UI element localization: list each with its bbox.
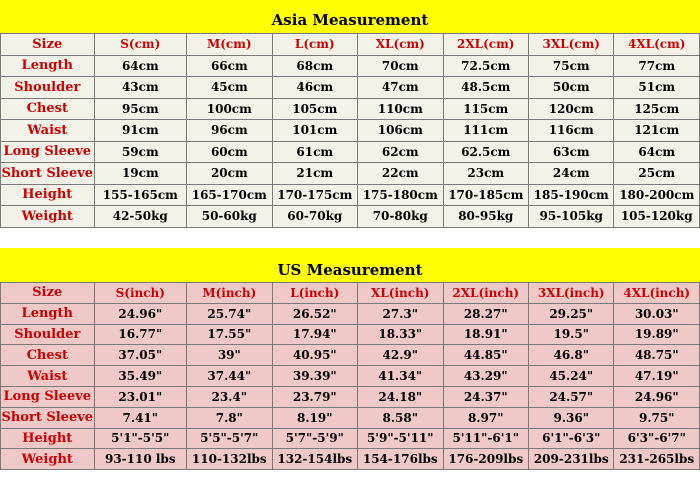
measurement-value: 101cm [272,120,357,142]
measurement-label: Long Sleeve [1,386,95,407]
measurement-label: Weight [1,449,95,470]
table-header-row [1,283,700,304]
table-row [1,303,700,324]
measurement-value: 27.3" [358,303,443,324]
measurement-value: 39.39" [272,366,357,387]
table-row [1,366,700,387]
table-row [1,449,700,470]
measurement-label: Chest [1,98,95,120]
measurement-value: 18.91" [443,324,528,345]
measurement-value: 100cm [187,98,272,120]
us-measurement-table [0,282,700,470]
size-column-header-4: XL(inch) [358,283,443,304]
measurement-value: 95-105kg [528,206,613,228]
measurement-value: 19cm [94,163,187,185]
measurement-value: 42.9" [358,345,443,366]
measurement-value: 5'11"-6'1" [443,428,528,449]
asia-measurement-title: Asia Measurement [0,0,700,33]
size-column-header-3: L(cm) [272,34,357,56]
measurement-value: 70cm [358,55,443,77]
measurement-value: 24.37" [443,386,528,407]
measurement-value: 115cm [443,98,528,120]
size-column-header-5: 2XL(inch) [443,283,528,304]
table-header-row [1,34,700,56]
measurement-value: 176-209lbs [443,449,528,470]
measurement-value: 47cm [358,77,443,99]
measurement-value: 19.5" [528,324,613,345]
measurement-value: 23.79" [272,386,357,407]
measurement-label: Chest [1,345,95,366]
measurement-label: Waist [1,120,95,142]
measurement-value: 9.75" [614,407,700,428]
measurement-value: 17.94" [272,324,357,345]
measurement-value: 24.96" [614,386,700,407]
size-column-header-2: M(cm) [187,34,272,56]
table-row [1,98,700,120]
measurement-value: 24.18" [358,386,443,407]
size-column-header-6: 3XL(cm) [528,34,613,56]
table-row [1,120,700,142]
size-column-header-5: 2XL(cm) [443,34,528,56]
measurement-value: 170-175cm [272,184,357,206]
measurement-value: 209-231lbs [528,449,613,470]
measurement-value: 35.49" [94,366,187,387]
measurement-value: 96cm [187,120,272,142]
measurement-value: 111cm [443,120,528,142]
table-row [1,184,700,206]
measurement-value: 37.05" [94,345,187,366]
measurement-value: 64cm [94,55,187,77]
measurement-label: Length [1,55,95,77]
measurement-label: Long Sleeve [1,141,95,163]
measurement-value: 41.34" [358,366,443,387]
measurement-value: 61cm [272,141,357,163]
size-column-header-7: 4XL(cm) [614,34,700,56]
measurement-value: 48.75" [614,345,700,366]
measurement-value: 5'5"-5'7" [187,428,272,449]
table-row [1,324,700,345]
measurement-value: 24.57" [528,386,613,407]
measurement-value: 170-185cm [443,184,528,206]
measurement-value: 185-190cm [528,184,613,206]
measurement-value: 23.4" [187,386,272,407]
measurement-value: 8.97" [443,407,528,428]
size-column-header-7: 4XL(inch) [614,283,700,304]
measurement-value: 8.58" [358,407,443,428]
measurement-label: Weight [1,206,95,228]
measurement-value: 46.8" [528,345,613,366]
asia-measurement-table [0,33,700,228]
measurement-value: 48.5cm [443,77,528,99]
size-column-header-4: XL(cm) [358,34,443,56]
size-column-header: Size [1,34,95,56]
measurement-value: 95cm [94,98,187,120]
measurement-value: 62.5cm [443,141,528,163]
measurement-value: 44.85" [443,345,528,366]
table-row [1,345,700,366]
measurement-value: 43.29" [443,366,528,387]
size-column-header-1: S(inch) [94,283,187,304]
measurement-value: 165-170cm [187,184,272,206]
measurement-value: 24.96" [94,303,187,324]
measurement-value: 8.19" [272,407,357,428]
measurement-value: 6'1"-6'3" [528,428,613,449]
measurement-value: 46cm [272,77,357,99]
measurement-value: 77cm [614,55,700,77]
measurement-value: 37.44" [187,366,272,387]
measurement-value: 16.77" [94,324,187,345]
measurement-value: 5'9"-5'11" [358,428,443,449]
measurement-value: 60-70kg [272,206,357,228]
measurement-value: 23.01" [94,386,187,407]
measurement-value: 132-154lbs [272,449,357,470]
measurement-value: 125cm [614,98,700,120]
measurement-value: 116cm [528,120,613,142]
measurement-value: 18.33" [358,324,443,345]
table-row [1,163,700,185]
table-row [1,386,700,407]
measurement-value: 91cm [94,120,187,142]
measurement-value: 40.95" [272,345,357,366]
measurement-value: 5'7"-5'9" [272,428,357,449]
table-row [1,141,700,163]
measurement-value: 19.89" [614,324,700,345]
measurement-value: 105cm [272,98,357,120]
measurement-value: 43cm [94,77,187,99]
measurement-value: 75cm [528,55,613,77]
size-column-header-6: 3XL(inch) [528,283,613,304]
measurement-label: Shoulder [1,324,95,345]
measurement-value: 231-265lbs [614,449,700,470]
measurement-label: Length [1,303,95,324]
measurement-value: 21cm [272,163,357,185]
measurement-value: 175-180cm [358,184,443,206]
measurement-value: 110cm [358,98,443,120]
measurement-label: Short Sleeve [1,163,95,185]
measurement-value: 29.25" [528,303,613,324]
measurement-value: 23cm [443,163,528,185]
measurement-value: 7.41" [94,407,187,428]
measurement-value: 26.52" [272,303,357,324]
size-column-header-1: S(cm) [94,34,187,56]
measurement-value: 20cm [187,163,272,185]
measurement-label: Height [1,428,95,449]
measurement-value: 5'1"-5'5" [94,428,187,449]
measurement-value: 9.36" [528,407,613,428]
table-row [1,55,700,77]
measurement-value: 121cm [614,120,700,142]
measurement-value: 93-110 lbs [94,449,187,470]
measurement-value: 6'3"-6'7" [614,428,700,449]
measurement-label: Short Sleeve [1,407,95,428]
measurement-value: 45cm [187,77,272,99]
measurement-value: 7.8" [187,407,272,428]
measurement-label: Shoulder [1,77,95,99]
measurement-label: Waist [1,366,95,387]
measurement-value: 180-200cm [614,184,700,206]
measurement-value: 30.03" [614,303,700,324]
measurement-value: 62cm [358,141,443,163]
measurement-value: 154-176lbs [358,449,443,470]
measurement-value: 60cm [187,141,272,163]
measurement-value: 51cm [614,77,700,99]
measurement-value: 45.24" [528,366,613,387]
measurement-value: 25.74" [187,303,272,324]
measurement-value: 24cm [528,163,613,185]
measurement-value: 42-50kg [94,206,187,228]
measurement-value: 68cm [272,55,357,77]
measurement-value: 28.27" [443,303,528,324]
measurement-value: 70-80kg [358,206,443,228]
measurement-value: 59cm [94,141,187,163]
measurement-value: 50cm [528,77,613,99]
measurement-label: Height [1,184,95,206]
measurement-value: 106cm [358,120,443,142]
size-column-header: Size [1,283,95,304]
table-row [1,407,700,428]
measurement-value: 80-95kg [443,206,528,228]
measurement-value: 66cm [187,55,272,77]
measurement-value: 25cm [614,163,700,185]
table-row [1,206,700,228]
measurement-value: 47.19" [614,366,700,387]
measurement-value: 155-165cm [94,184,187,206]
size-column-header-3: L(inch) [272,283,357,304]
measurement-value: 17.55" [187,324,272,345]
table-row [1,428,700,449]
size-column-header-2: M(inch) [187,283,272,304]
measurement-value: 63cm [528,141,613,163]
measurement-value: 105-120kg [614,206,700,228]
measurement-value: 120cm [528,98,613,120]
measurement-value: 50-60kg [187,206,272,228]
us-measurement-title: US Measurement [0,248,700,282]
table-row [1,77,700,99]
measurement-value: 72.5cm [443,55,528,77]
measurement-value: 110-132lbs [187,449,272,470]
measurement-value: 22cm [358,163,443,185]
measurement-value: 39" [187,345,272,366]
measurement-value: 64cm [614,141,700,163]
